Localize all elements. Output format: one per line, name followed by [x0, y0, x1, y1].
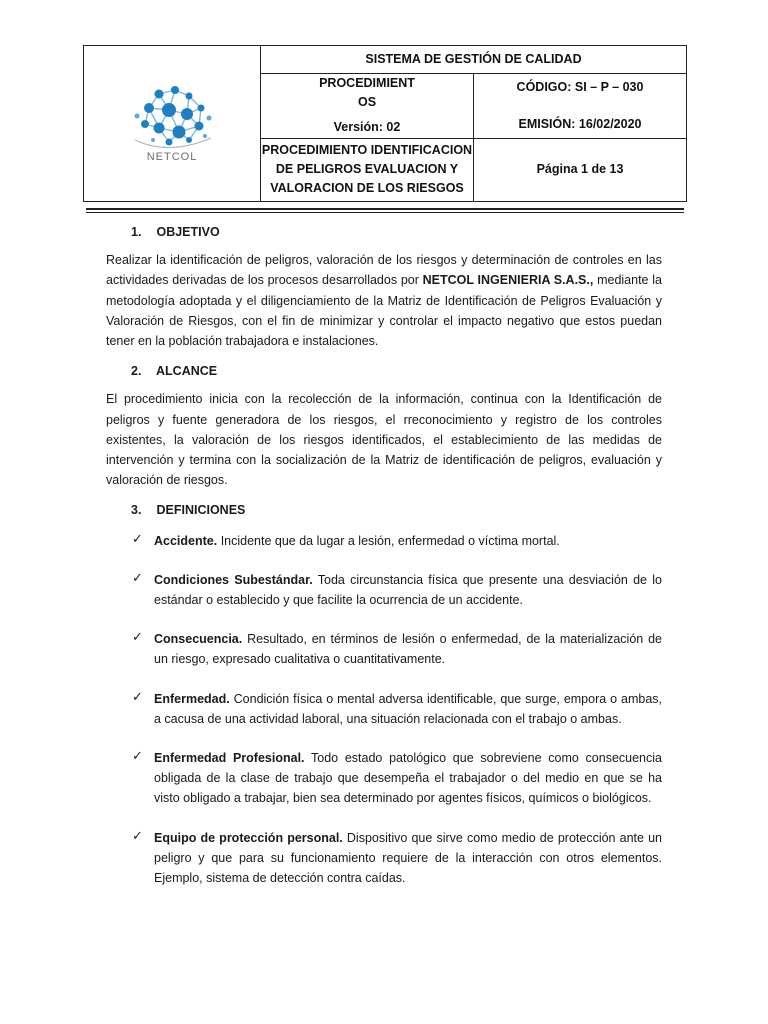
objetivo-text-before: Realizar la identificación de peligros, valoración de los riesgos y determinación de controles en las actividades derivadas de los procesos desarrollados por — [106, 253, 662, 288]
page-number-cell — [474, 138, 687, 201]
definition-term: Consecuencia. — [154, 632, 243, 647]
definitions-list — [106, 531, 662, 889]
document-body — [106, 222, 662, 907]
company-name: NETCOL INGENIERIA S.A.S., — [422, 273, 594, 288]
code-emission-cell — [474, 74, 687, 138]
definition-text: Resultado, en términos de lesión o enfermedad, de la materialización de un riesgo, expresado cualitativa o cuantitativamente. — [154, 632, 662, 667]
section-heading-definiciones — [131, 500, 662, 520]
document-header-table — [83, 45, 687, 202]
definition-term: Accidente. — [154, 533, 218, 548]
system-title: SISTEMA DE GESTIÓN DE CALIDAD — [365, 52, 582, 67]
definition-term: Enfermedad. — [154, 691, 230, 706]
definition-item — [106, 748, 662, 809]
definition-item — [106, 629, 662, 669]
section-heading-objetivo — [131, 222, 662, 242]
section-number: 2. — [131, 364, 142, 379]
objetivo-paragraph — [106, 250, 662, 351]
definition-item — [106, 689, 662, 729]
definition-item — [106, 570, 662, 610]
definition-item — [106, 828, 662, 889]
header-divider-thick — [86, 208, 684, 210]
code-label: CÓDIGO: SI – P – 030 — [516, 79, 644, 94]
section-heading-alcance — [131, 361, 662, 381]
section-definiciones — [106, 500, 662, 888]
header-divider-thin — [86, 212, 684, 213]
checkmark-icon: ✓ — [132, 827, 143, 843]
checkmark-icon: ✓ — [132, 748, 143, 764]
version-label: Versión: 02 — [333, 120, 401, 135]
procedures-cell — [261, 74, 474, 138]
definition-text: Incidente que da lugar a lesión, enfermedad o víctima mortal. — [217, 533, 560, 548]
alcance-paragraph: El procedimiento inicia con la recolección de la información, continua con la Identificación de peligros y fuente generadora de los riesgos, el rreconocimiento y registro de los controles existentes, la valoración de los riesgos identificados, el establecimiento de las medidas de intervención y termina con la socialización de la Matriz de identificación de peligros, evaluación y valoración de riesgos. — [106, 392, 662, 488]
network-globe-icon — [129, 80, 215, 152]
procedure-name-cell — [261, 138, 474, 201]
section-title: DEFINICIONES — [156, 503, 246, 518]
checkmark-icon: ✓ — [132, 629, 143, 645]
checkmark-icon: ✓ — [132, 569, 143, 585]
system-title-cell — [261, 46, 687, 74]
logo-wordmark: NETCOL — [146, 151, 198, 163]
checkmark-icon: ✓ — [132, 530, 143, 546]
section-title: ALCANCE — [156, 364, 218, 379]
definition-item — [106, 531, 662, 551]
netcol-logo — [84, 80, 260, 167]
procedure-name-line3: VALORACION DE LOS RIESGOS — [270, 181, 464, 196]
procedure-name-line1: PROCEDIMIENTO IDENTIFICACION — [261, 143, 473, 158]
checkmark-icon: ✓ — [132, 688, 143, 704]
section-number: 1. — [131, 225, 142, 239]
definition-term: Condiciones Subestándar. — [154, 572, 313, 587]
definition-term: Enfermedad Profesional. — [154, 751, 305, 766]
section-objetivo — [106, 222, 662, 351]
definition-text: Toda circunstancia física que presente una desviación de lo estándar o establecido y que facilite la ocurrencia de un accidente. — [154, 572, 662, 608]
page-number: Página 1 de 13 — [536, 162, 624, 177]
definition-text: Dispositivo que sirve como medio de protección ante un peligro y que para su funcionamiento requiere de la interacción con otros elementos. Ejemplo, sistema de detección contra caídas. — [154, 830, 662, 886]
section-alcance — [106, 361, 662, 490]
definition-text: Condición física o mental adversa identificable, que surge, empora o ambas, a cacusa de una actividad laboral, una situación relacionada con el trabajo o ambas. — [154, 691, 662, 726]
definition-term: Equipo de protección personal. — [154, 830, 343, 845]
emission-date: EMISIÓN: 16/02/2020 — [518, 116, 642, 131]
section-number: 3. — [131, 503, 142, 518]
objetivo-text-after: mediante la metodología adoptada y el diligenciamiento de la Matriz de Identificación de Peligros Evaluación y Valoración de Riesgos, con el fin de minimizar y controlar el impacto negativo que estos puedan tener en la población trabajadora e instalaciones. — [106, 273, 662, 349]
procedure-name-line2: DE PELIGROS EVALUACION Y — [275, 162, 459, 177]
section-title: OBJETIVO — [156, 225, 220, 239]
definition-text: Todo estado patológico que sobreviene como consecuencia obligada de la clase de trabajo que desempeña el trabajador o del medio en que se ha visto obligado a trabajar, bien sea determinado por agentes físicos, químicos o biológicos. — [154, 751, 662, 806]
procedures-label-line1: PROCEDIMIENT — [319, 76, 415, 91]
logo-cell — [84, 46, 261, 202]
procedures-label-line2: OS — [357, 95, 377, 110]
